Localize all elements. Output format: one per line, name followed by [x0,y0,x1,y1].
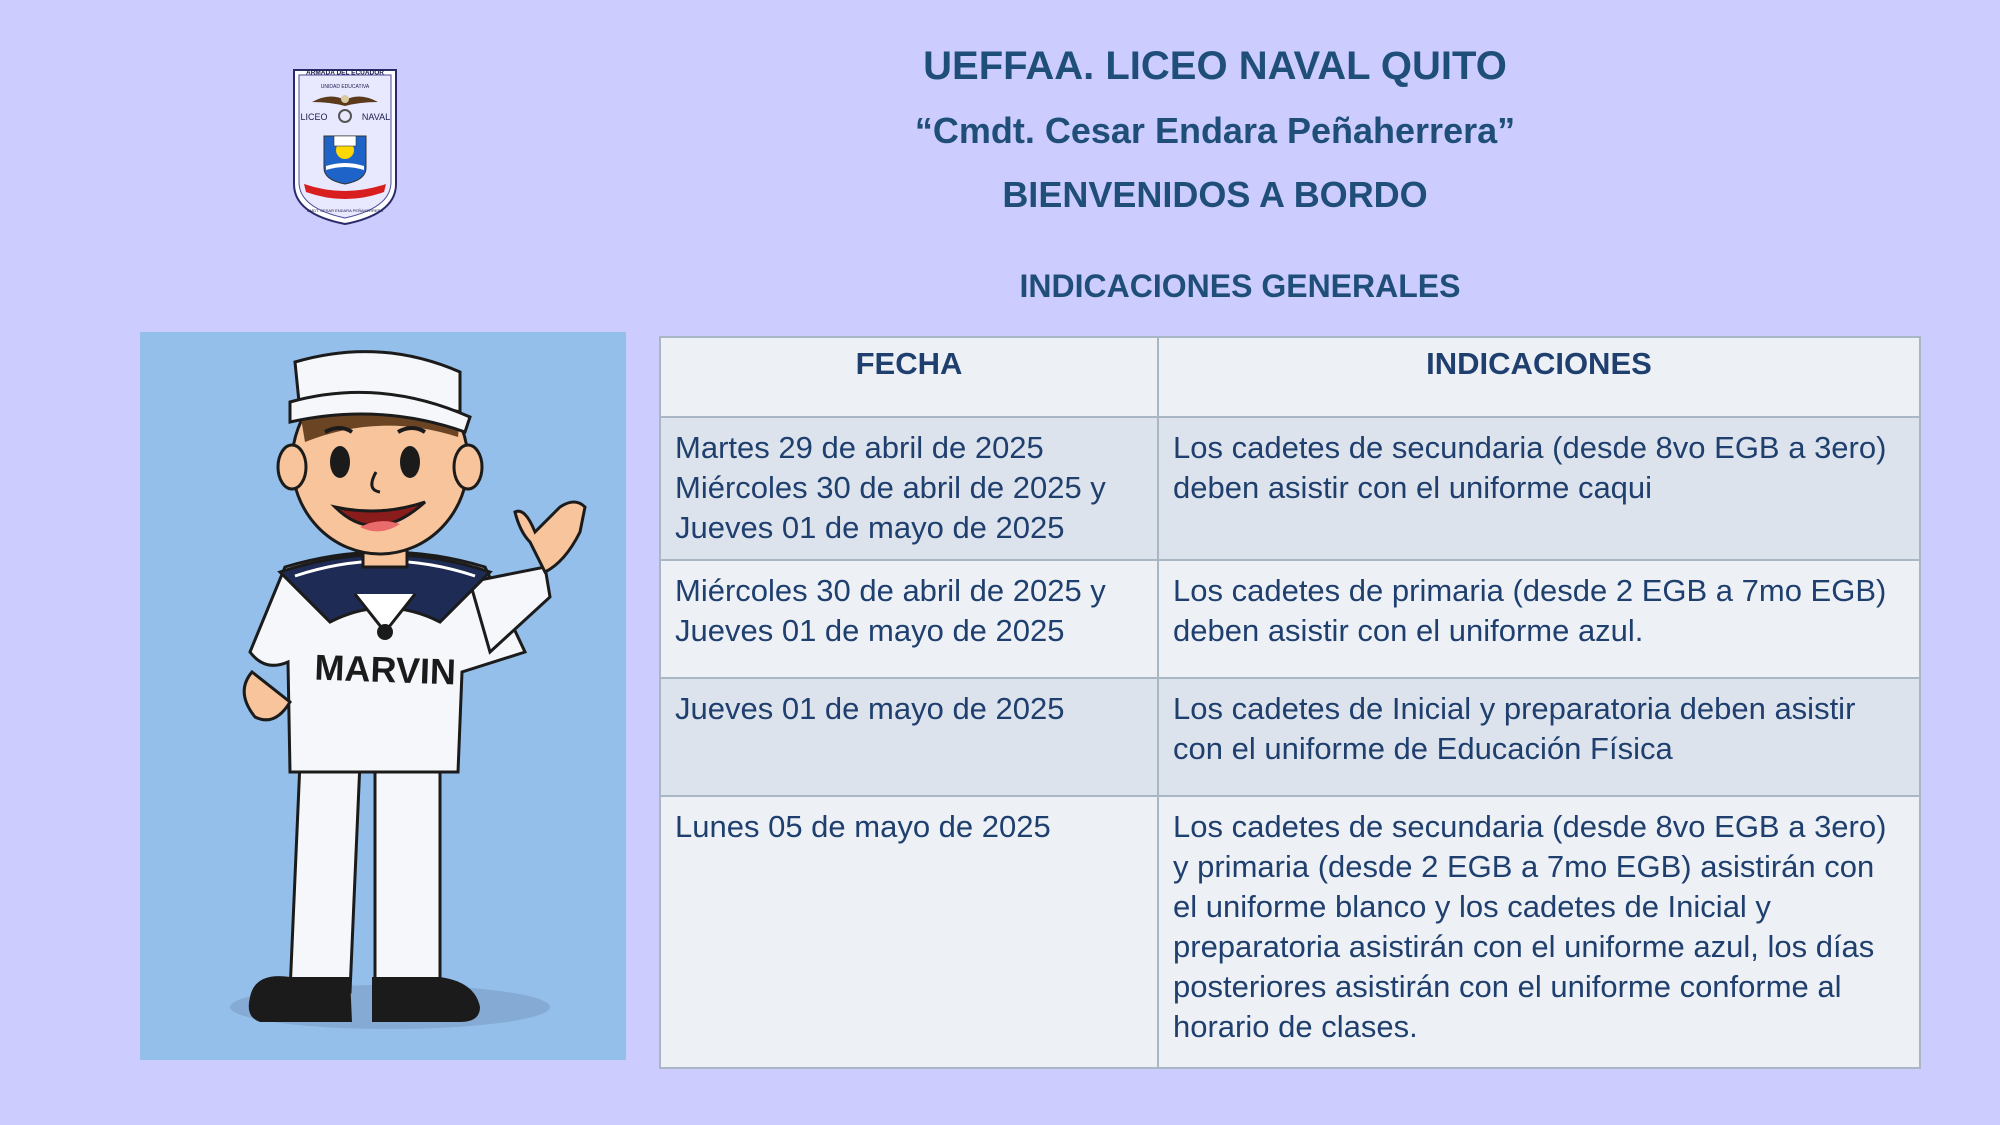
svg-text:NAVAL: NAVAL [361,112,391,122]
indicacion-cell: Los cadetes de secundaria (desde 8vo EGB a 3ero) deben asistir con el uniforme caqui [1158,417,1920,560]
table-row [660,417,1920,560]
svg-text:CMDT. CESAR ENDARA PEÑAHERRERA: CMDT. CESAR ENDARA PEÑAHERRERA [306,208,384,213]
fecha-cell: Miércoles 30 de abril de 2025 y Jueves 01 de mayo de 2025 [660,560,1158,678]
table-row [660,560,1920,678]
mascot-name-text: MARVIN [313,646,457,693]
svg-text:UNIDAD EDUCATIVA: UNIDAD EDUCATIVA [320,84,370,90]
fecha-cell: Lunes 05 de mayo de 2025 [660,796,1158,1068]
fecha-cell: Jueves 01 de mayo de 2025 [660,678,1158,796]
welcome-heading: BIENVENIDOS A BORDO [1002,174,1428,215]
fecha-cell: Martes 29 de abril de 2025 Miércoles 30 de abril de 2025 y Jueves 01 de mayo de 2025 [660,417,1158,560]
indicacion-cell: Los cadetes de primaria (desde 2 EGB a 7mo EGB) deben asistir con el uniforme azul. [1158,560,1920,678]
svg-text:LICEO: LICEO [300,112,328,122]
svg-text:ARMADA DEL ECUADOR: ARMADA DEL ECUADOR [306,69,384,77]
indicacion-cell: Los cadetes de Inicial y preparatoria deben asistir con el uniforme de Educación Física [1158,678,1920,796]
column-header-fecha: FECHA [660,337,1158,417]
school-crest-logo [290,66,400,228]
table-header-row [660,337,1920,417]
school-name-title: UEFFAA. LICEO NAVAL QUITO [923,44,1507,88]
table-row [660,796,1920,1068]
table-row [660,678,1920,796]
column-header-indicaciones: INDICACIONES [1158,337,1920,417]
patron-subtitle: “Cmdt. Cesar Endara Peñaherrera” [914,110,1516,151]
indications-table [659,336,1921,1069]
indicacion-cell: Los cadetes de secundaria (desde 8vo EGB a 3ero) y primaria (desde 2 EGB a 7mo EGB) asistirán con el uniforme blanco y los cadetes de Inicial y preparatoria asistirán con el uniforme azul, los días posteriores asistirán con el uniforme conforme al horario de clases. [1158,796,1920,1068]
sailor-mascot-illustration [140,332,626,1060]
section-title: INDICACIONES GENERALES [1019,268,1461,304]
